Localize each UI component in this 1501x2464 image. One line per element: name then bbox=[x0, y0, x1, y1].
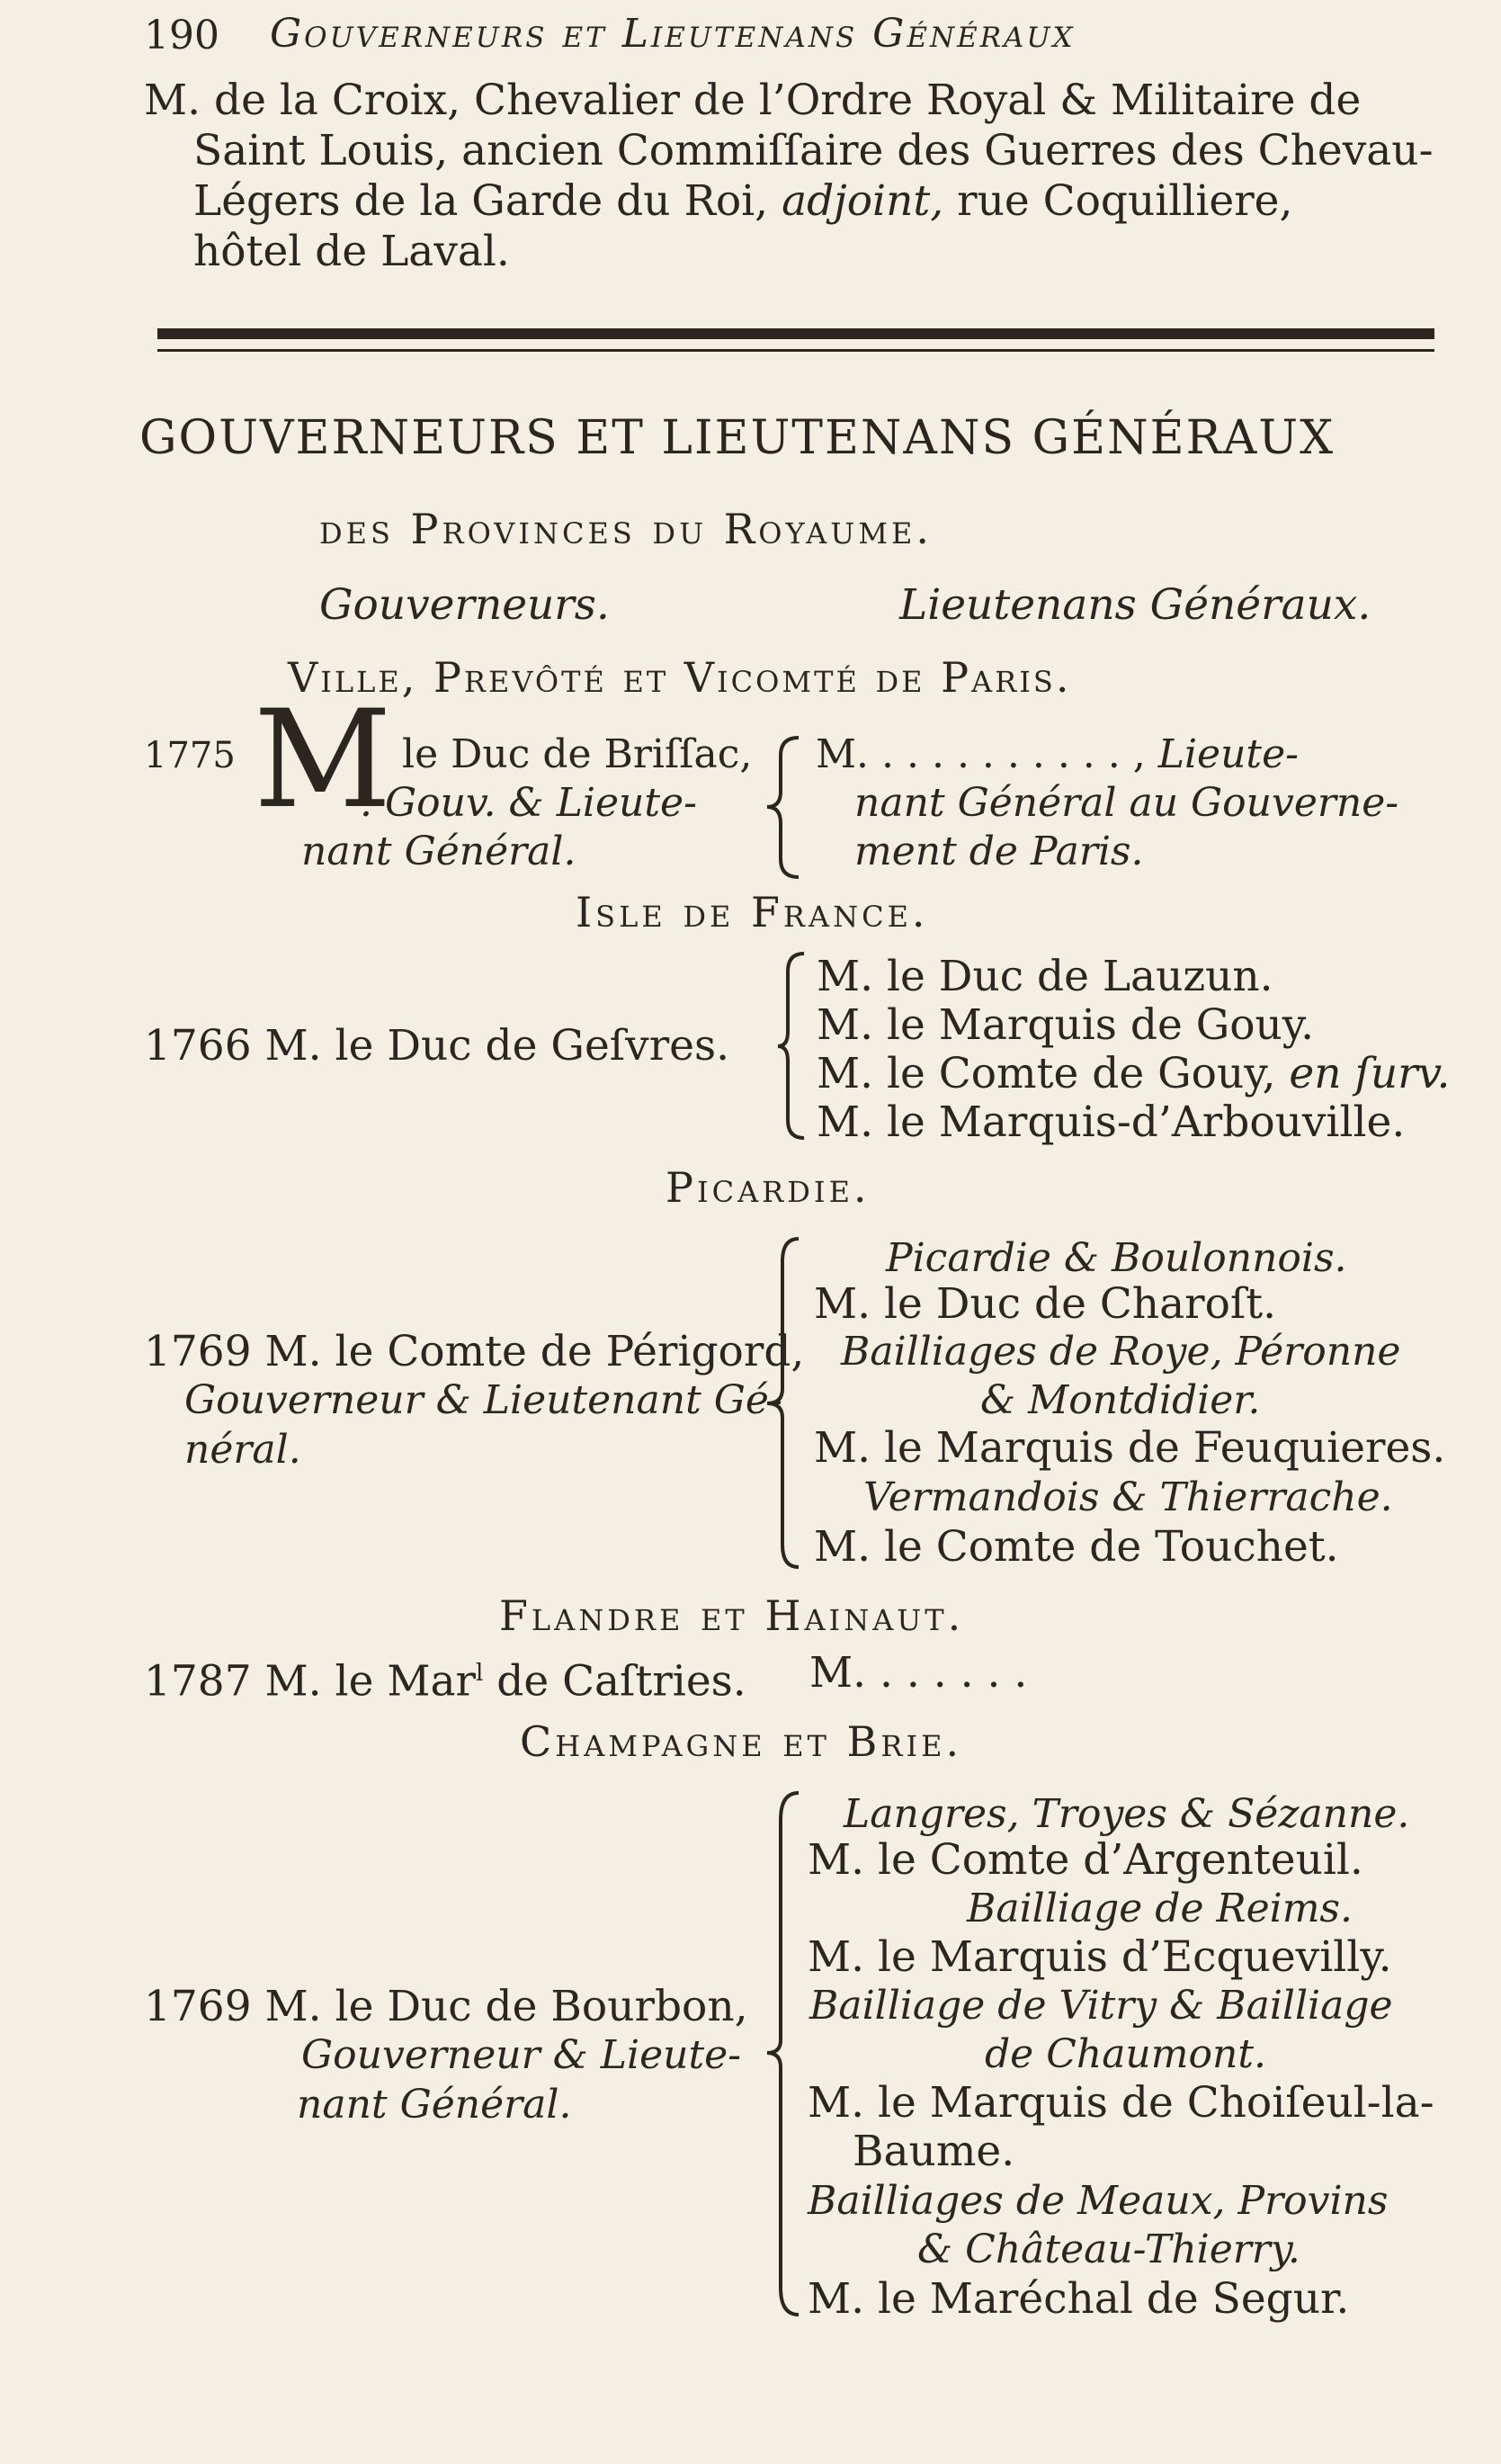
col-head-governors: Gouverneurs. bbox=[319, 580, 610, 630]
paris-gov-line-3: nant Général. bbox=[301, 829, 576, 874]
heading-isle-de-france: Isle de France. bbox=[576, 888, 929, 936]
col-head-lieutenants: Lieutenans Généraux. bbox=[899, 580, 1371, 630]
carry-over-line-1: M. de la Croix, Chevalier de l’Ordre Royal & Militaire de bbox=[144, 76, 1362, 125]
running-title: Gouverneurs et Lieutenans Généraux bbox=[270, 11, 1076, 57]
picardie-gov-line-1: 1769 M. le Comte de Périgord, bbox=[144, 1327, 805, 1376]
carry-over-line-2: Saint Louis, ancien Commiſſaire des Guerres des Chevau- bbox=[193, 126, 1434, 175]
paris-lt-role: Lieute- bbox=[1157, 731, 1300, 777]
picardie-gov-line-2: Gouverneur & Lieutenant Gé- bbox=[184, 1377, 782, 1423]
champagne-lt-2: M. le Marquis d’Ecquevilly. bbox=[808, 1932, 1392, 1982]
page-number: 190 bbox=[144, 13, 219, 58]
isle-lt-4: M. le Marquis-d’Arbouville. bbox=[817, 1098, 1406, 1147]
champagne-lt-4: M. le Maréchal de Segur. bbox=[808, 2274, 1350, 2324]
picardie-brace bbox=[763, 1234, 808, 1572]
paris-lt-line-1 bbox=[816, 730, 1299, 779]
thick-rule bbox=[157, 328, 1434, 339]
champagne-lt-3b: Baume. bbox=[853, 2127, 1015, 2176]
flandre-lt: M. . . . . . . bbox=[809, 1648, 1028, 1698]
isle-brace bbox=[775, 949, 811, 1142]
carry-over-role: adjoint, bbox=[782, 176, 944, 226]
champagne-district-1: Langres, Troyes & Sézanne. bbox=[844, 1791, 1410, 1837]
picardie-lt-2: M. le Marquis de Feuquieres. bbox=[814, 1423, 1446, 1473]
picardie-district-3: Vermandois & Thierrache. bbox=[863, 1474, 1393, 1520]
paris-gov-line-1: le Duc de Briſſac, bbox=[402, 731, 753, 777]
isle-lt-3-name: M. le Comte de Gouy, bbox=[817, 1049, 1276, 1098]
champagne-lt-3: M. le Marquis de Choiſeul-la- bbox=[808, 2078, 1434, 2128]
paris-brace bbox=[763, 733, 808, 882]
carry-over-address: rue Coquilliere, bbox=[957, 176, 1293, 226]
heading-flandre: Flandre et Hainaut. bbox=[499, 1591, 965, 1640]
champagne-brace bbox=[763, 1788, 808, 2319]
isle-lt-3-note: en ſurv. bbox=[1289, 1049, 1451, 1098]
champagne-district-3: Bailliage de Vitry & Bailliage bbox=[809, 1983, 1393, 2029]
champagne-gov-line-2: Gouverneur & Lieute- bbox=[301, 2032, 742, 2078]
isle-lt-3 bbox=[817, 1049, 1451, 1099]
isle-governor: 1766 M. le Duc de Geſvres. bbox=[144, 1021, 730, 1071]
flandre-governor-a: 1787 M. le Mar bbox=[144, 1656, 476, 1707]
flandre-governor-sup: l bbox=[475, 1660, 484, 1687]
picardie-district-2b: & Montdidier. bbox=[980, 1377, 1261, 1423]
section-subtitle: des Provinces du Royaume. bbox=[319, 505, 933, 553]
paris-dropcap: M bbox=[254, 682, 392, 838]
thin-rule bbox=[157, 349, 1434, 352]
carry-over-line-4: hôtel de Laval. bbox=[193, 227, 510, 276]
paris-lt-name: M. . . . . . . . . . . , bbox=[816, 731, 1146, 777]
picardie-district-2: Bailliages de Roye, Péronne bbox=[841, 1329, 1401, 1375]
flandre-governor bbox=[144, 1648, 746, 1707]
isle-lt-2: M. le Marquis de Gouy. bbox=[817, 1000, 1315, 1050]
carry-over-line-3 bbox=[193, 176, 1292, 227]
picardie-lt-1: M. le Duc de Charoſt. bbox=[814, 1279, 1277, 1329]
paris-lt-line-3: ment de Paris. bbox=[854, 829, 1144, 874]
paris-lt-line-2: nant Général au Gouverne- bbox=[854, 780, 1399, 826]
champagne-gov-line-1: 1769 M. le Duc de Bourbon, bbox=[144, 1982, 748, 2031]
picardie-gov-line-3: néral. bbox=[184, 1427, 301, 1473]
champagne-gov-line-3: nant Général. bbox=[297, 2082, 572, 2128]
heading-picardie: Picardie. bbox=[666, 1163, 871, 1212]
picardie-district-1: Picardie & Boulonnois. bbox=[886, 1235, 1347, 1281]
paris-year: 1775 bbox=[144, 735, 236, 776]
champagne-lt-1: M. le Comte d’Argenteuil. bbox=[808, 1835, 1363, 1885]
paris-gov-line-2: . Gouv. & Lieute- bbox=[360, 780, 697, 826]
champagne-district-4: Bailliages de Meaux, Provins bbox=[808, 2178, 1389, 2224]
carry-over-text: Légers de la Garde du Roi, bbox=[193, 176, 769, 226]
flandre-governor-b: de Caſtries. bbox=[483, 1656, 746, 1707]
section-title: GOUVERNEURS ET LIEUTENANS GÉNÉRAUX bbox=[139, 411, 1336, 465]
isle-lt-1: M. le Duc de Lauzun. bbox=[817, 952, 1273, 1001]
picardie-lt-3: M. le Comte de Touchet. bbox=[814, 1522, 1339, 1572]
champagne-district-3b: de Chaumont. bbox=[985, 2031, 1266, 2077]
heading-champagne: Champagne et Brie. bbox=[520, 1717, 963, 1766]
heading-paris: Ville, Prevôté et Vicomté de Paris. bbox=[288, 653, 1072, 702]
champagne-district-2: Bailliage de Reims. bbox=[967, 1886, 1353, 1931]
champagne-district-4b: & Château-Thierry. bbox=[917, 2227, 1300, 2272]
